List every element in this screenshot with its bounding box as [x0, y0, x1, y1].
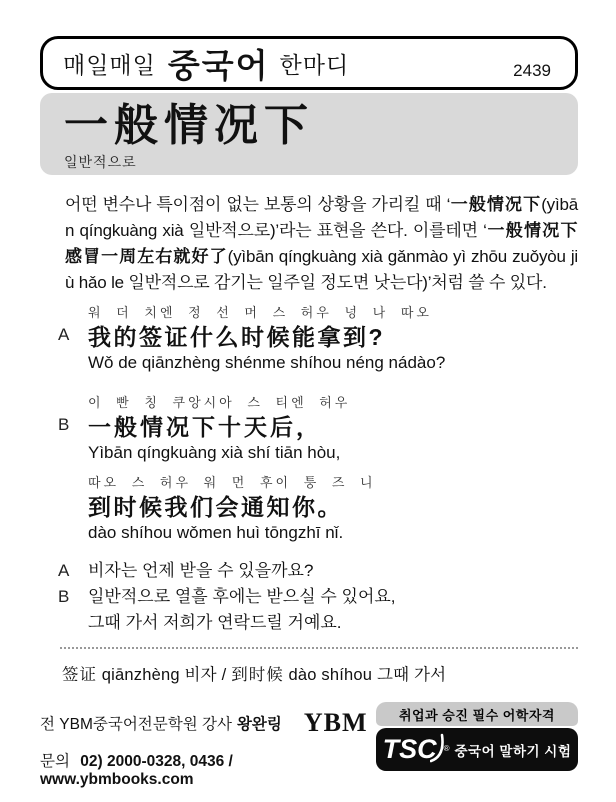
dialogue-line-b2: [58, 474, 578, 544]
explanation-text: (yìbān qíngkuàng xià gǎnmào yì zhōu zuǒyòu jiù hǎo le 일반적으로 감기는 일주일 정도면 낫는다)’처럼 쓸 수 있다.: [65, 247, 579, 292]
explanation-text: (yìbān qíngkuàng xià 일반적으로)’라는 표현을 쓴다. 이를테면 ‘: [65, 195, 578, 240]
vocab-separator: /: [216, 666, 232, 684]
vocab-korean: 그때 가서: [376, 666, 447, 684]
pinyin-b1: Yìbān qíngkuàng xià shí tiān hòu,: [88, 443, 341, 462]
speaker-label-spacer: [58, 474, 88, 544]
translation-a: [58, 558, 578, 584]
vocab-korean: 비자: [184, 666, 217, 684]
brand-main: 중국어: [167, 46, 270, 84]
dotted-divider: [60, 647, 578, 649]
pronunciation-b1: 이 빤 칭 쿠앙시아 스 티엔 허우: [88, 395, 351, 410]
translation-b-cont: [58, 610, 578, 636]
instructor-name: 왕완링: [236, 716, 282, 733]
phrase-title-box: [40, 93, 578, 175]
explanation-text: 어떤 변수나 특이점이 없는 보통의 상황을 가리킬 때 ‘: [65, 195, 451, 214]
pronunciation-a: 워 더 치엔 정 선 머 스 허우 넝 나 따오: [88, 305, 432, 320]
pinyin-a: Wǒ de qiānzhèng shénme shíhou néng nádào?: [88, 353, 446, 372]
vocab-pinyin: qiānzhèng: [101, 666, 180, 684]
publisher-info: [40, 702, 376, 789]
speaker-label-a: A: [58, 325, 70, 344]
contact-info: 02) 2000-0328, 0436 / www.ybmbooks.com: [40, 753, 233, 788]
dialogue-line-b1: [58, 394, 578, 464]
footer: [40, 702, 578, 789]
instructor-prefix: 전 YBM중국어전문학원 강사: [40, 716, 232, 733]
translation-b: [58, 584, 578, 610]
speaker-label-b: B: [58, 415, 70, 434]
translation-label-a: A: [58, 561, 70, 580]
phrase-korean: 일반적으로: [64, 154, 137, 170]
vocab-pinyin: dào shíhou: [288, 666, 373, 684]
chinese-sentence-a: 我的签证什么时候能拿到?: [88, 324, 386, 350]
brand-prefix: 매일매일: [63, 51, 156, 78]
translation-text-b1: 일반적으로 열흘 후에는 받으실 수 있어요,: [88, 587, 396, 606]
explanation-example-keyphrase: 一般情况下感冒一周左右就好了: [65, 221, 579, 266]
dialogue-line-a: [58, 304, 578, 374]
translation-section: [58, 558, 578, 636]
pinyin-b2: dào shíhou wǒmen huì tōngzhī nǐ.: [88, 523, 344, 542]
phrase-chinese: 一般情况下: [64, 101, 314, 150]
tsc-badge-headline: 취업과 승진 필수 어학자격: [376, 702, 578, 726]
tsc-badge: [376, 702, 578, 771]
tsc-logo: TSC: [382, 734, 437, 764]
explanation-keyphrase: 一般情况下: [450, 195, 542, 214]
translation-text-a: 비자는 언제 받을 수 있을까요?: [88, 561, 314, 580]
registered-trademark-icon: ®: [443, 744, 450, 753]
instructor-line: [40, 708, 376, 738]
chinese-sentence-b2: 到时候我们会通知你。: [88, 494, 343, 520]
pronunciation-b2: 따오 스 허우 워 먼 후이 퉁 즈 니: [88, 475, 376, 490]
contact-line: [40, 749, 376, 789]
contact-label: 문의: [40, 753, 70, 770]
tsc-badge-body: [376, 728, 578, 771]
vocab-chinese: 签证: [62, 666, 97, 684]
translation-text-b2: 그때 가서 저희가 연락드릴 거예요.: [88, 613, 342, 632]
ybm-logo: YBM: [303, 708, 368, 737]
tsc-tagline: 중국어 말하기 시험: [454, 743, 572, 759]
vocabulary-line: [62, 661, 578, 685]
dialogue-section: [40, 304, 578, 544]
chinese-sentence-b1: 一般情况下十天后，: [88, 414, 322, 440]
translation-label-spacer: [58, 610, 88, 636]
vocab-chinese: 到时候: [231, 666, 284, 684]
brand-suffix: 한마디: [279, 51, 350, 78]
translation-label-b: B: [58, 587, 70, 606]
explanation-paragraph: [65, 192, 578, 296]
header-banner: [40, 36, 578, 90]
card-number: 2439: [513, 61, 551, 80]
